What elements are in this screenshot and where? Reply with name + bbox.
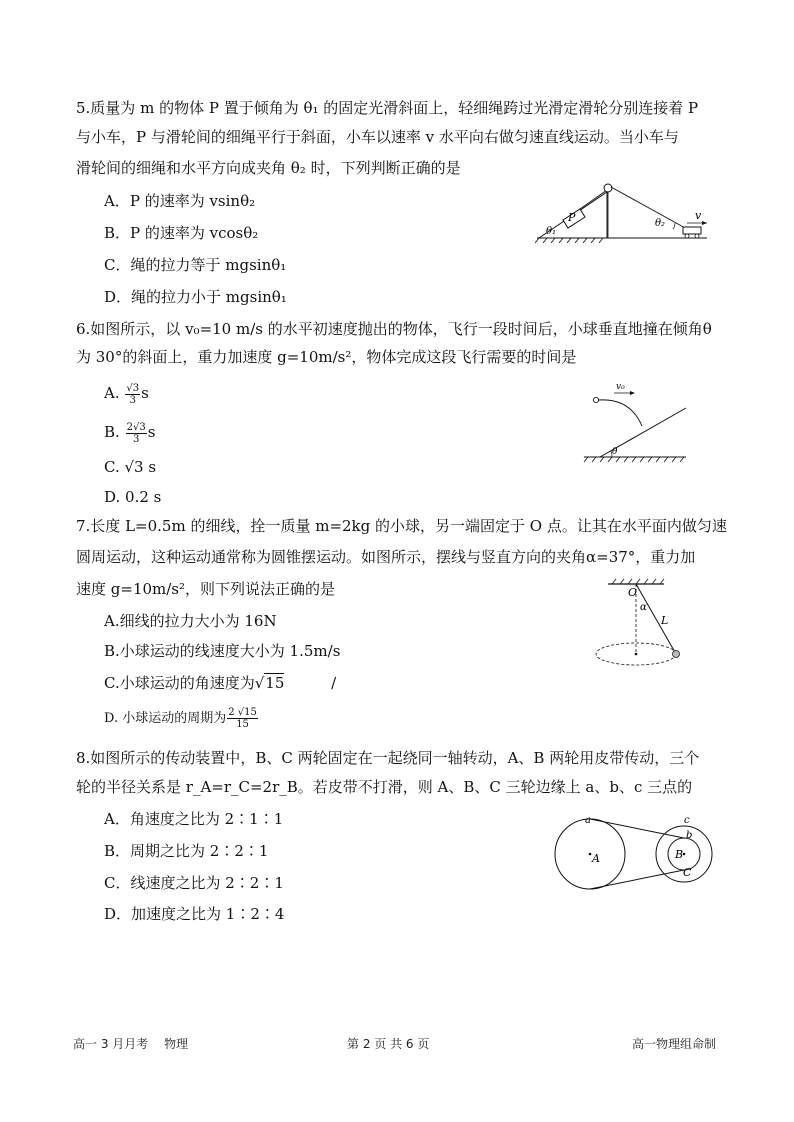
q7-option-d: D. 小球运动的周期为 $\frac{2 √15}{15}$ (104, 707, 257, 730)
q8-option-c: C．线速度之比为 2∶2∶1 (104, 874, 284, 892)
q8-label-a-point: a (585, 815, 591, 826)
q5-label-v: v (695, 209, 702, 222)
q6-line-2: 为 30°的斜面上，重力加速度 g=10m/s²，物体完成这段飞行需要的时间是 (76, 348, 577, 366)
q7-line-1: 7.长度 L=0.5m 的细线，拴一质量 m=2kg 的小球，另一端固定于 O 点。让其在水平面内做匀速 (76, 517, 727, 535)
q8-option-a: A．角速度之比为 2∶1∶1 (104, 810, 284, 828)
q6-option-a-denominator: 3 (129, 394, 136, 406)
q6-option-b: B. $\frac{2√3}{3}$ s (104, 421, 156, 445)
q5-label-theta1: θ₁ (546, 226, 557, 237)
q5-figure-incline-pulley (535, 180, 715, 245)
q7-option-d-numerator: 2 √15 (228, 707, 257, 718)
q6-ball (593, 397, 598, 402)
q7-label-alpha: α (640, 602, 647, 613)
q6-option-a: A. $\frac{√3}{3}$ s (104, 382, 149, 406)
pulley-icon (604, 184, 612, 192)
q6-label-theta: θ (612, 447, 618, 457)
q6-option-b-denominator: 3 (132, 433, 140, 445)
q7-option-a: A.细线的拉力大小为 16N (104, 612, 277, 630)
q7-option-d-denominator: 15 (236, 719, 249, 730)
q7-line-3: 速度 g=10m/s²，则下列说法正确的是 (76, 580, 336, 598)
q6-option-c: C. √3 s (104, 458, 157, 476)
q7-label-o: O (628, 586, 638, 599)
q8-label-b-point: b (686, 830, 693, 841)
q6-option-d: D. 0.2 s (104, 488, 162, 506)
q7-figure-conical-pendulum (594, 578, 690, 670)
q6-option-a-numerator: √3 (126, 382, 140, 394)
q5-label-p: P (568, 211, 576, 224)
q7-option-b: B.小球运动的线速度大小为 1.5m/s (104, 642, 341, 660)
q6-line-1: 6.如图所示，以 v₀=10 m/s 的水平初速度抛出的物体，飞行一段时间后，小球垂直地撞在倾角θ (76, 320, 712, 338)
footer-right: 高一物理组命制 (632, 1037, 717, 1051)
q5-line-3: 滑轮间的细绳和水平方向成夹角 θ₂ 时，下列判断正确的是 (76, 159, 461, 177)
q7-option-c-slash: / (331, 674, 337, 692)
q7-line-2: 圆周运动，这种运动通常称为圆锥摆运动。如图所示，摆线与竖直方向的夹角α=37°，重力加 (76, 548, 696, 566)
q5-label-theta2: θ₂ (655, 218, 666, 229)
q8-label-wheel-b: B (675, 848, 684, 861)
q5-block-p (563, 209, 585, 228)
footer-page-number: 第 2 页 共 6 页 (347, 1037, 430, 1051)
footer-left: 高一 3 月月考 物理 (73, 1037, 189, 1051)
q5-option-a: A．P 的速率为 vsinθ₂ (104, 192, 256, 210)
q5-option-b: B．P 的速率为 vcosθ₂ (104, 224, 259, 242)
q8-option-d: D．加速度之比为 1∶2∶4 (104, 905, 285, 923)
q5-option-d: D．绳的拉力小于 mgsinθ₁ (104, 288, 287, 306)
q5-line-2: 与小车，P 与滑轮间的细绳平行于斜面，小车以速率 v 水平向右做匀速直线运动。当小车与 (76, 128, 679, 146)
q8-label-c-point: c (684, 815, 690, 826)
q5-option-c: C．绳的拉力等于 mgsinθ₁ (104, 256, 287, 274)
q8-line-2: 轮的半径关系是 r_A=r_C=2r_B。若皮带不打滑，则 A、B、C 三轮边缘上 a、b、c 三点的 (76, 778, 693, 796)
q5-cart (683, 227, 701, 238)
q7-option-c-radicand: 15 (265, 674, 285, 692)
q7-label-l: L (661, 614, 669, 627)
q8-line-1: 8.如图所示的传动装置中，B、C 两轮固定在一起绕同一轴转动，A、B 两轮用皮带传动，三个 (76, 749, 700, 767)
q8-option-b: B．周期之比为 2∶2∶1 (104, 842, 269, 860)
q8-label-wheel-a: A (592, 852, 600, 865)
q6-label-v0: v₀ (616, 382, 625, 392)
q7-option-c: C.小球运动的角速度为√15 / (104, 674, 337, 692)
q6-figure-projectile-incline (582, 378, 688, 464)
q7-ball (673, 651, 680, 658)
q6-option-b-numerator: 2√3 (126, 421, 146, 433)
q8-figure-belt-drive (552, 812, 722, 892)
q5-line-1: 5.质量为 m 的物体 P 置于倾角为 θ₁ 的固定光滑斜面上，轻细绳跨过光滑定滑轮分别连接着 P (76, 99, 699, 117)
q8-label-wheel-c: C (683, 866, 692, 879)
